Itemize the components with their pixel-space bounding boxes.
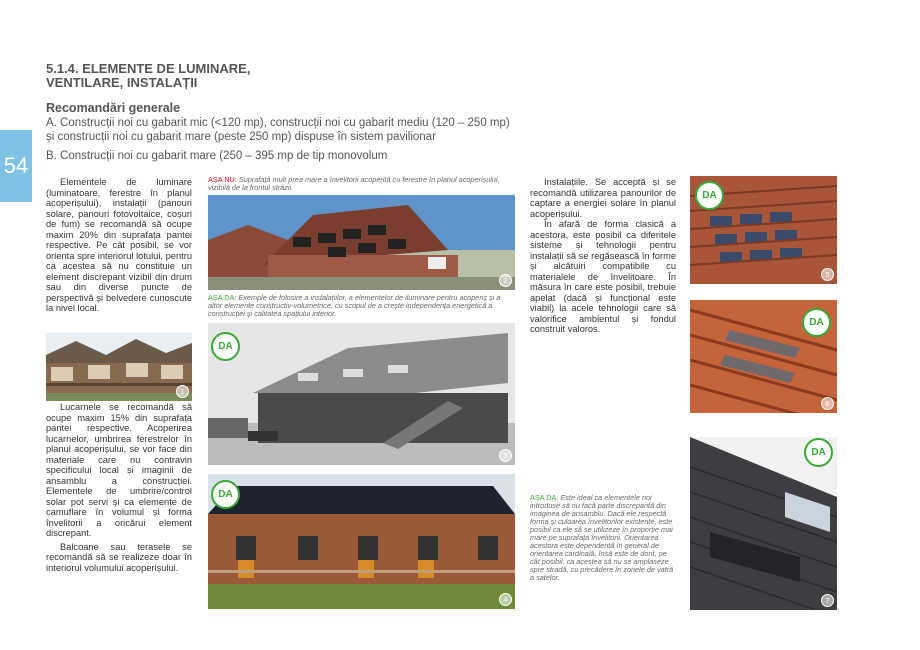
- subheading: Recomandări generale: [46, 101, 181, 115]
- left-paragraph-2: Lucarnele se recomandă să ocupe maxim 15% din suprafața pantei respective. Acoperirea lucarnelor, umbrirea ferestrelor în planul acoperișului, se vor face din materiale care nu contravin specificului local și imaginii de ansamblu a construcției. Elementele de umbrire/control solar pot servi și ca elemente de camuflare în volumul și forma învelitorii a oricărui element discrepant.: [46, 402, 192, 538]
- photo-4-solar-roof-barn: [208, 474, 515, 609]
- caption-da-2-text: Este ideal ca elementele noi introduse să nu facă parte discrepantă din imaginea de ansamblu. Dacă ele respectă forma și culoarea învelitorilor existente, este posibil ca ele să se utilizeze în proporție mai mare pe suprafața învelitorii. Orientarea acestora este dependentă în general de orientarea cardinală, însă este de dorit, pe cât posibil, ca acestea să nu se amplaseze spre stradă, cu precădere în zonele de vatră a satelor.: [530, 493, 674, 582]
- left-column-top: [46, 177, 192, 314]
- photo-3-metal-roof-building: [208, 323, 515, 465]
- left-paragraph-1: Elementele de luminare (luminatoare, ferestre în planul acoperișului), instalații (panouri solare, panouri fotovoltaice, coșuri de fum) se recomandă să ocupe maxim 20% din suprafața pantei respective. Pe cât posibil, se vor orienta spre interiorul lotului, pentru ca acestea să nu constituie un element discrepant vizibil din drum sau din diverse puncte de perspectivă și belvedere cunoscute la nivel local.: [46, 177, 192, 313]
- figure-number-5: 5: [821, 268, 834, 281]
- section-title-line1: ELEMENTE DE LUMINARE,: [82, 61, 251, 76]
- caption-da-1-text: Exemple de folosire a instalațiilor, a elementelor de iluminare pentru acoperiș și a altor elemente constructiv-volumetrice, cu scopul de a crește independența energetică a construcției și calitatea spațiului interior.: [208, 293, 501, 318]
- figure-number-4: 4: [499, 593, 512, 606]
- da-badge-4: DA: [211, 480, 240, 509]
- da-badge-3: DA: [211, 332, 240, 361]
- caption-da-1-label: AȘA DA:: [208, 293, 237, 302]
- intro-a: A. Construcții noi cu gabarit mic (<120 mp), construcții noi cu gabarit mediu (120 – 250 mp) și construcții noi cu gabarit mare (peste 250 mp) dispuse în sistem pavilionar: [46, 117, 510, 143]
- figure-number-3: 3: [499, 449, 512, 462]
- figure-number-2: 2: [499, 274, 512, 287]
- photo-2-roof-windows: [208, 195, 515, 290]
- section-title: [46, 62, 250, 90]
- page-number: 54: [3, 153, 29, 178]
- caption-da-2-label: AȘA DA:: [530, 493, 559, 502]
- left-paragraph-3: Balcoane sau terasele se recomandă să se realizeze doar în interiorul volumului acoperișului.: [46, 541, 192, 573]
- right-paragraph-2: În afară de forma clasică a acestora, este posibil ca diferitele sisteme și tehnologii pentru instalații să se regăsească în forme și alcătuiri compatibile cu materialele de învelitoare. În măsura în care este posibil, trebuie apelat (dacă și funcțional este viabil) la acele tehnologii care să valorifice ambientul și fondul construit valoros.: [530, 219, 676, 334]
- caption-nu-text: Suprafață mult prea mare a învelitorii acoperită cu ferestre în planul acoperișului, vizibilă de la frontul străzii.: [208, 175, 500, 192]
- da-badge-7: DA: [804, 438, 833, 467]
- right-column: [530, 177, 676, 335]
- figure-number-6: 6: [821, 397, 834, 410]
- intro-block: [46, 116, 516, 163]
- intro-b: B. Construcții noi cu gabarit mare (250 – 395 mp de tip monovolum: [46, 150, 388, 162]
- caption-nu-label: AȘA NU:: [208, 175, 237, 184]
- caption-nu: [208, 176, 516, 192]
- da-badge-5: DA: [695, 181, 724, 210]
- section-title-line2: VENTILARE, INSTALAȚII: [46, 75, 198, 90]
- caption-da-1: [208, 294, 516, 318]
- left-column-bottom: [46, 402, 192, 573]
- figure-number-7: 7: [821, 594, 834, 607]
- figure-number-1: 1: [176, 385, 189, 398]
- right-paragraph-1: Instalațiile. Se acceptă și se recomandă utilizarea panourilor de captare a energiei solare în planul acoperișului.: [530, 177, 676, 219]
- page-number-tab: [0, 130, 32, 202]
- photo-1-balconies: [46, 333, 192, 401]
- caption-da-2: [530, 494, 676, 582]
- da-badge-6: DA: [802, 308, 831, 337]
- section-number: 5.1.4.: [46, 61, 79, 76]
